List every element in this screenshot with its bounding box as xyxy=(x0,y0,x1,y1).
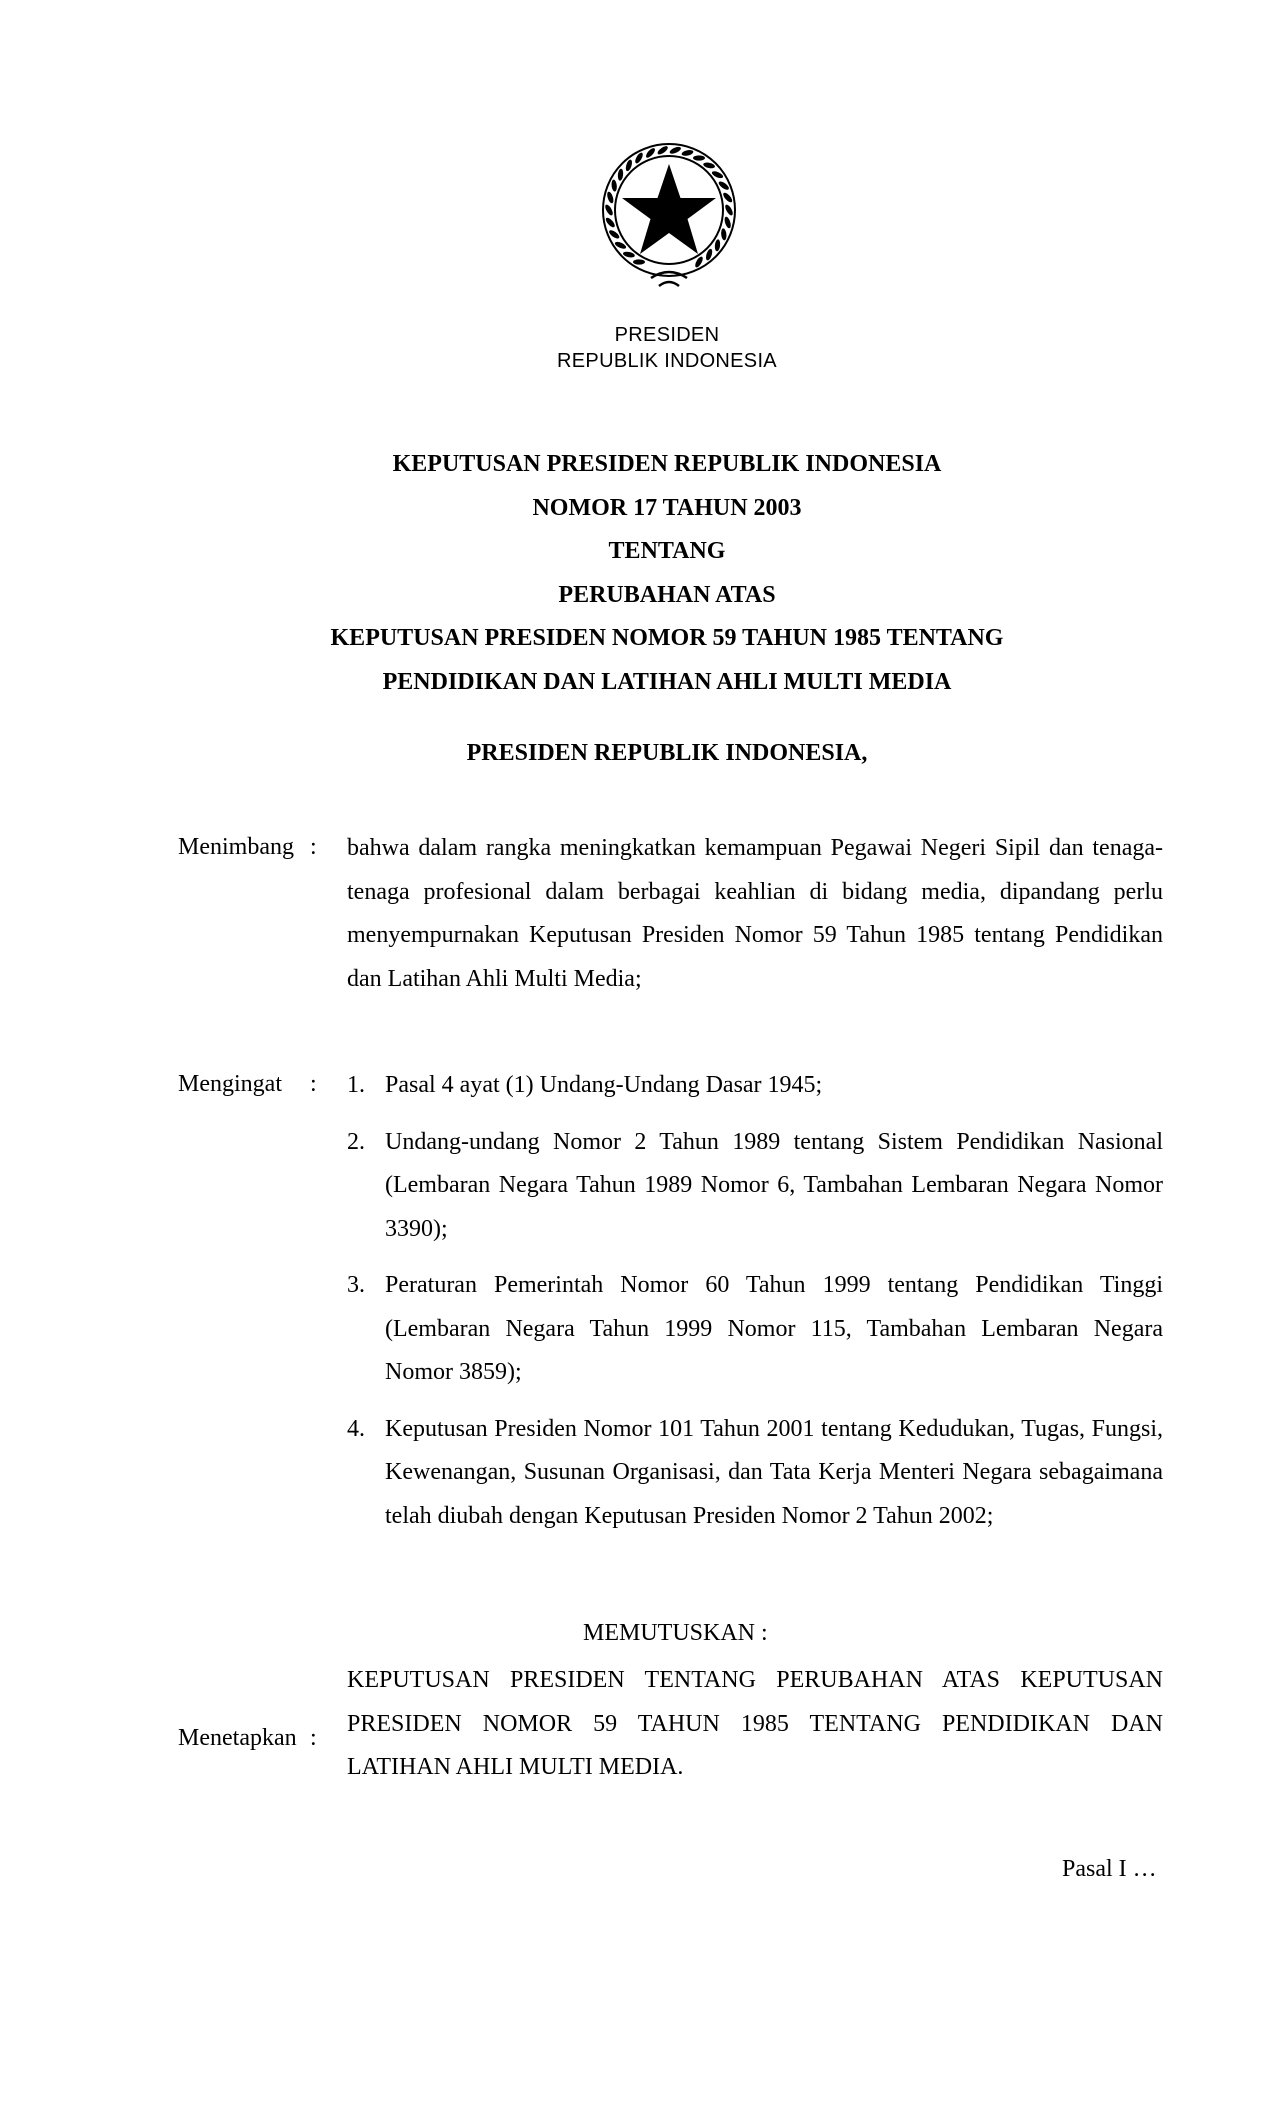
list-item xyxy=(347,1264,1163,1395)
presidential-emblem xyxy=(589,128,749,296)
mengingat-colon: : xyxy=(310,1071,317,1097)
wreath-leaf xyxy=(714,239,720,251)
star-wreath-icon xyxy=(589,128,749,296)
wreath-leaf xyxy=(617,168,623,180)
list-item-text: Keputusan Presiden Nomor 101 Tahun 2001 tentang Kedudukan, Tugas, Fungsi, Kewenangan, Susunan Organisasi, dan Tata Kerja Menteri Negara sebagaimana telah diubah dengan Keputusan Presiden Nomor 2 Tahun 2002; xyxy=(385,1415,1163,1529)
decree-title xyxy=(0,443,1276,704)
wreath-leaf xyxy=(693,155,705,160)
wreath-leaf xyxy=(721,228,727,240)
menimbang-label: Menimbang xyxy=(178,834,294,860)
wreath-leaf xyxy=(669,145,682,155)
list-item-text: Undang-undang Nomor 2 Tahun 1989 tentang Sistem Pendidikan Nasional (Lembaran Negara Tahun 1989 Nomor 6, Tambahan Lembaran Negara Nomor 3390); xyxy=(385,1128,1163,1242)
page-continuation: Pasal I … xyxy=(1062,1856,1157,1882)
mengingat-label: Mengingat xyxy=(178,1071,282,1097)
office-title-line1: PRESIDEN xyxy=(614,324,720,346)
decree-title-line: KEPUTUSAN PRESIDEN NOMOR 59 TAHUN 1985 TENTANG xyxy=(330,625,1004,651)
wreath-leaf xyxy=(604,204,615,217)
list-item-number: 2. xyxy=(347,1128,365,1155)
menetapkan-label: Menetapkan xyxy=(178,1725,297,1751)
decree-title-line: PERUBAHAN ATAS xyxy=(558,581,776,608)
list-item-number: 3. xyxy=(347,1272,365,1298)
menetapkan-text: KEPUTUSAN PRESIDEN TENTANG PERUBAHAN ATAS KEPUTUSAN PRESIDEN NOMOR 59 TAHUN 1985 TENTANG PENDIDIKAN DAN LATIHAN AHLI MULTI MEDIA. xyxy=(347,1667,1163,1780)
list-item-text: Pasal 4 ayat (1) Undang-Undang Dasar 1945; xyxy=(385,1072,823,1098)
president-heading: PRESIDEN REPUBLIK INDONESIA, xyxy=(466,740,868,766)
decree-title-line: TENTANG xyxy=(608,538,726,564)
list-item-number: 4. xyxy=(347,1415,365,1442)
mengingat-list xyxy=(347,1064,1163,1551)
menimbang-colon: : xyxy=(310,834,317,860)
list-item xyxy=(347,1064,1163,1108)
wreath-leaf xyxy=(633,259,645,264)
decree-title-line: NOMOR 17 TAHUN 2003 xyxy=(532,494,802,521)
memutuskan-heading: MEMUTUSKAN : xyxy=(583,1620,768,1646)
decree-title-line: KEPUTUSAN PRESIDEN REPUBLIK INDONESIA xyxy=(392,451,942,477)
decree-title-line: PENDIDIKAN DAN LATIHAN AHLI MULTI MEDIA xyxy=(382,668,952,695)
wreath-leaf xyxy=(723,216,732,229)
menetapkan-colon: : xyxy=(310,1725,317,1751)
wreath-leaf xyxy=(622,251,635,259)
wreath-leaf xyxy=(656,145,669,156)
list-item xyxy=(347,1408,1163,1539)
list-item xyxy=(347,1121,1163,1252)
wreath-leaf xyxy=(611,179,617,191)
wreath-leaf xyxy=(606,191,615,204)
wreath-leaf xyxy=(703,162,716,170)
list-item-number: 1. xyxy=(347,1072,365,1098)
wreath-leaf xyxy=(681,149,694,157)
list-item-text: Peraturan Pemerintah Nomor 60 Tahun 1999 tentang Pendidikan Tinggi (Lembaran Negara Tahun 1999 Nomor 115, Tambahan Lembaran Negara Nomor 3859); xyxy=(385,1272,1163,1385)
menimbang-text: bahwa dalam rangka meningkatkan kemampuan Pegawai Negeri Sipil dan tenaga-tenaga profesional dalam berbagai keahlian di bidang media, dipandang perlu menyempurnakan Keputusan Presiden Nomor 59 Tahun 1985 tentang Pendidikan dan Latihan Ahli Multi Media; xyxy=(347,835,1163,992)
office-title-line2: REPUBLIK INDONESIA xyxy=(557,350,777,372)
wreath-leaf xyxy=(724,204,735,217)
